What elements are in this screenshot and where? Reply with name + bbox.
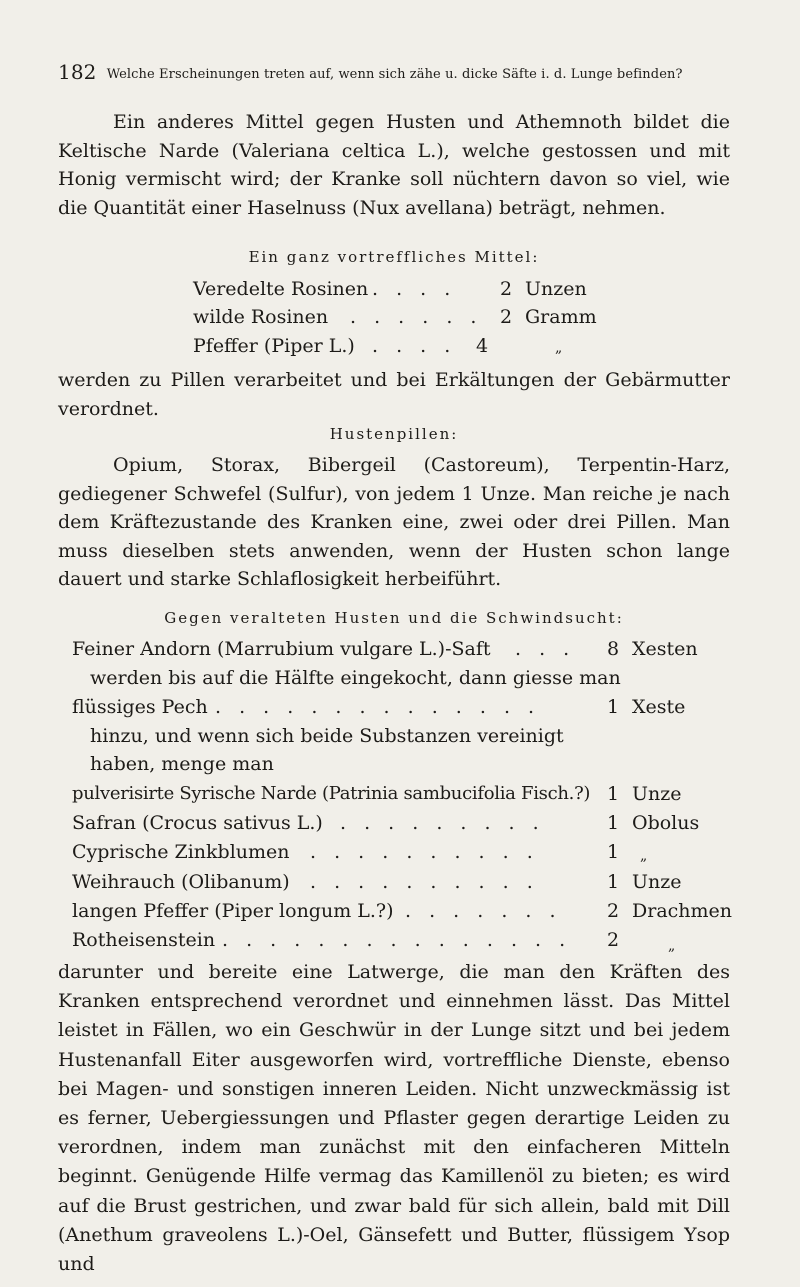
ingredient-unit: Xeste <box>632 696 686 718</box>
ingredient-unit: „ <box>640 848 648 864</box>
leader-dots: . . . . . . . . . . <box>310 871 539 893</box>
paragraph-electuary: darunter und bereite eine Latwerge, die man den Kräften des Kranken entsprechend verordnet und einnehmen lässt. Das Mittel leistet in Fällen, wo ein Geschwür in der Lunge sitzt und bei jedem Hustenanfall Eiter ausgeworfen wird, vortreffliche Dienste, ebenso bei Magen- und sonstigen inneren Leiden. Nicht unzweckmässig ist es ferner, Uebergiessungen und Pflaster gegen derartige Leiden zu verordnen, indem man zunächst mit den einfacheren Mitteln beginnt. Genügende Hilfe vermag das Kamillenöl zu bieten; es wird auf die Brust gestrichen, und zwar bald für sich allein, bald mit Dill (Anethum graveolens L.)-Oel, Gänsefett und Butter, flüssigem Ysop und <box>58 961 730 1276</box>
ingredient-quantity: 8 <box>607 638 620 660</box>
recipe-note: hinzu, und wenn sich beide Substanzen vereinigt <box>90 725 564 747</box>
ingredient-name: wilde Rosinen <box>193 306 329 328</box>
ingredient-unit: Unze <box>632 871 682 893</box>
heading-chronic-cough: Gegen veralteten Husten und die Schwindsucht: <box>164 609 624 627</box>
running-title: Welche Erscheinungen treten auf, wenn sich zähe u. dicke Säfte i. d. Lunge befinden? <box>106 67 683 82</box>
ingredient-name: Pfeffer (Piper L.) <box>193 335 355 357</box>
ingredient-unit: Drachmen <box>632 900 733 922</box>
ingredient-quantity: 1 <box>607 696 620 718</box>
ingredient-unit: Gramm <box>525 306 597 328</box>
leader-dots: . . . . . . <box>350 306 483 328</box>
ingredient-unit: Obolus <box>632 812 700 834</box>
page-number: 182 <box>58 60 97 84</box>
ingredient-name: Rotheisenstein <box>72 929 216 951</box>
heading-cough-pills: Hustenpillen: <box>329 425 459 443</box>
ingredient-name: flüssiges Pech <box>72 696 208 718</box>
leader-dots: . . . . . . . . . . <box>310 841 539 863</box>
leader-dots: . . . . . . . . . . . . . . <box>215 696 541 718</box>
ingredient-name: Veredelte Rosinen <box>193 278 369 300</box>
ingredient-name: Weihrauch (Olibanum) <box>72 871 290 893</box>
ingredient-quantity: 2 <box>607 929 620 951</box>
ingredient-unit: Unze <box>632 783 682 805</box>
ingredient-name: Safran (Crocus sativus L.) <box>72 812 323 834</box>
running-header <box>58 60 758 84</box>
paragraph-cough-pills: Opium, Storax, Bibergeil (Castoreum), Terpentin-Harz, gediegener Schwefel (Sulfur), von jedem 1 Unze. Man reiche je nach dem Kräftezustande des Kranken eine, zwei oder drei Pillen. Man muss dieselben stets anwenden, wenn der Husten schon lange dauert und starke Schlaflosigkeit herbeiführt. <box>58 454 730 590</box>
ingredient-quantity: 4 <box>476 335 489 357</box>
ingredient-unit: „ <box>668 938 676 954</box>
ingredient-quantity: 2 <box>500 278 513 300</box>
leader-dots: . . . . . . . . . <box>340 812 545 834</box>
ingredient-unit: „ <box>555 340 563 356</box>
ingredient-unit: Unzen <box>525 278 587 300</box>
leader-dots: . . . . . . . . . . . . . . . <box>222 929 572 951</box>
heading-excellent-remedy: Ein ganz vortreffliches Mittel: <box>248 248 540 266</box>
ingredient-name: pulverisirte Syrische Narde (Patrinia sambucifolia Fisch.?) <box>72 783 591 804</box>
recipe-note: werden bis auf die Hälfte eingekocht, dann giesse man <box>90 667 621 689</box>
recipe-note: haben, menge man <box>90 753 274 775</box>
ingredient-unit: Xesten <box>632 638 698 660</box>
ingredient-name: Cyprische Zinkblumen <box>72 841 290 863</box>
ingredient-quantity: 1 <box>607 871 620 893</box>
paragraph-pill-use: werden zu Pillen verarbeitet und bei Erkältungen der Gebärmutter verordnet. <box>58 369 730 420</box>
ingredient-name: langen Pfeffer (Piper longum L.?) <box>72 900 394 922</box>
leader-dots: . . . . <box>372 335 457 357</box>
ingredient-quantity: 1 <box>607 783 620 805</box>
ingredient-quantity: 1 <box>607 841 620 863</box>
ingredient-quantity: 2 <box>607 900 620 922</box>
leader-dots: . . . <box>515 638 576 660</box>
leader-dots: . . . . . . . <box>405 900 562 922</box>
leader-dots: . . . . <box>372 278 457 300</box>
ingredient-name: Feiner Andorn (Marrubium vulgare L.)-Saft <box>72 638 491 660</box>
ingredient-quantity: 1 <box>607 812 620 834</box>
ingredient-quantity: 2 <box>500 306 513 328</box>
paragraph-celtic-nard: Ein anderes Mittel gegen Husten und Athemnoth bildet die Keltische Narde (Valeriana celtica L.), welche gestossen und mit Honig vermischt wird; der Kranke soll nüchtern davon so viel, wie die Quantität einer Haselnuss (Nux avellana) beträgt, nehmen. <box>58 111 730 219</box>
